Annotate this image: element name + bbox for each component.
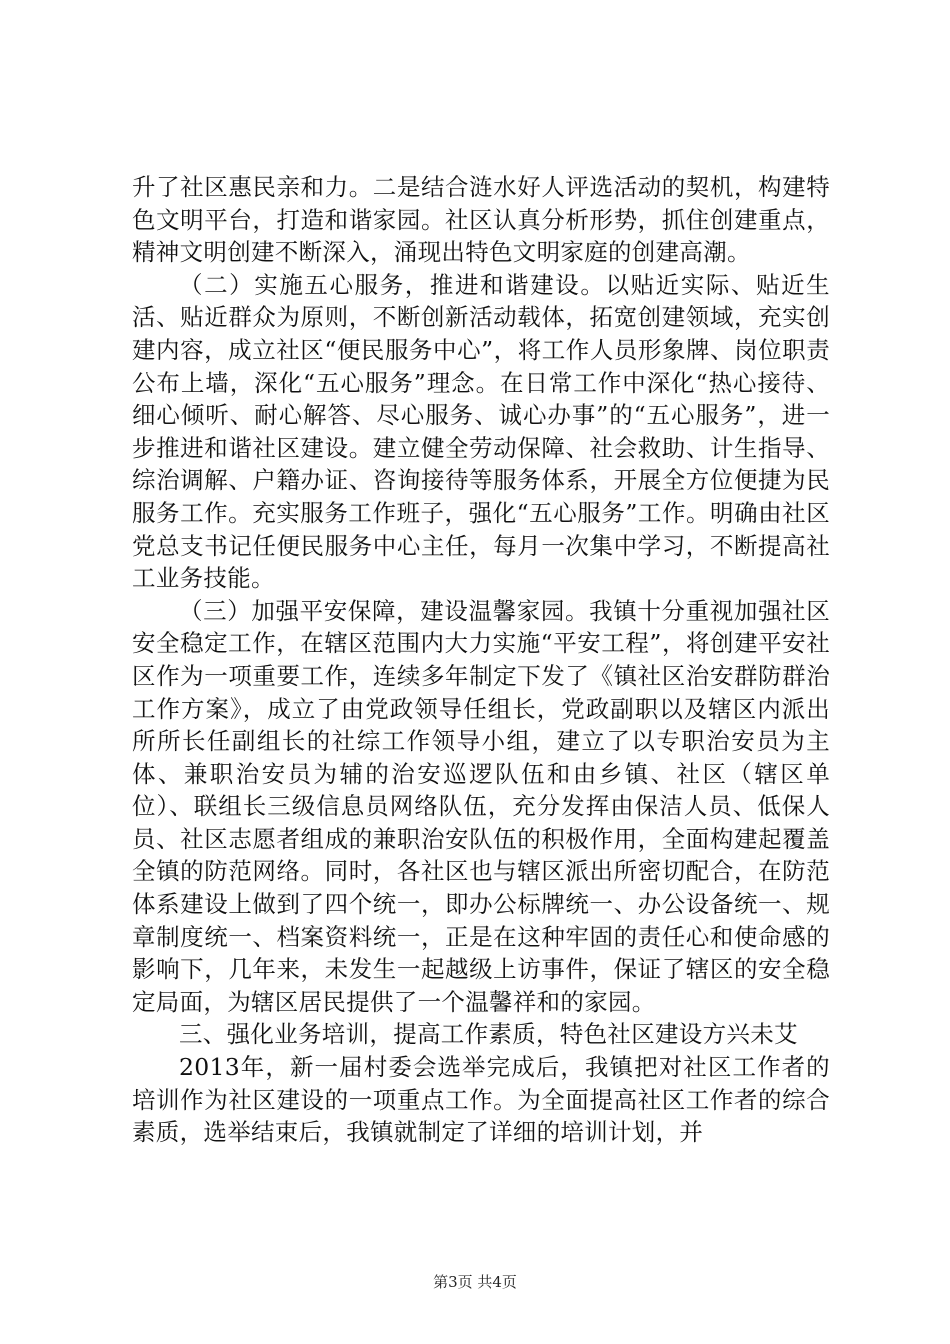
page-footer: 第3页 共4页: [433, 1273, 517, 1291]
paragraph-training: 2013年，新一届村委会选举完成后，我镇把对社区工作者的培训作为社区建设的一项重点工作。为全面提高社区工作者的综合素质，选举结束后，我镇就制定了详细的培训计划，并: [132, 1053, 830, 1147]
document-body: [132, 171, 830, 1149]
paragraph-continuation: 升了社区惠民亲和力。二是结合涟水好人评选活动的契机，构建特色文明平台，打造和谐家园。社区认真分析形势，抓住创建重点，精神文明创建不断深入，涌现出特色文明家庭的创建高潮。: [132, 173, 830, 267]
section-heading-3: 三、强化业务培训，提高工作素质，特色社区建设方兴未艾: [179, 1020, 798, 1049]
paragraph-section-3: （三）加强平安保障，建设温馨家园。我镇十分重视加强社区安全稳定工作，在辖区范围内大力实施“平安工程”，将创建平安社区作为一项重要工作，连续多年制定下发了《镇社区治安群防群治工作方案》，成立了由党政领导任组长，党政副职以及辖区内派出所所长任副组长的社综工作领导小组，建立了以专职治安员为主体、兼职治安员为辅的治安巡逻队伍和由乡镇、社区（辖区单位）、联组长三级信息员网络队伍，充分发挥由保洁人员、低保人员、社区志愿者组成的兼职治安队伍的积极作用，全面构建起覆盖全镇的防范网络。同时，各社区也与辖区派出所密切配合，在防范体系建设上做到了四个统一，即办公标牌统一、办公设备统一、规章制度统一、档案资料统一，正是在这种牢固的责任心和使命感的影响下，几年来，未发生一起越级上访事件，保证了辖区的安全稳定局面，为辖区居民提供了一个温馨祥和的家园。: [132, 596, 830, 1016]
paragraph-section-2: （二）实施五心服务，推进和谐建设。以贴近实际、贴近生活、贴近群众为原则，不断创新活动载体，拓宽创建领域，充实创建内容，成立社区“便民服务中心”，将工作人员形象牌、岗位职责公布上墙，深化“五心服务”理念。在日常工作中深化“热心接待、细心倾听、耐心解答、尽心服务、诚心办事”的“五心服务”，进一步推进和谐社区建设。建立健全劳动保障、社会救助、计生指导、综治调解、户籍办证、咨询接待等服务体系，开展全方位便捷为民服务工作。充实服务工作班子，强化“五心服务”工作。明确由社区党总支书记任便民服务中心主任，每月一次集中学习，不断提高社工业务技能。: [132, 270, 830, 593]
